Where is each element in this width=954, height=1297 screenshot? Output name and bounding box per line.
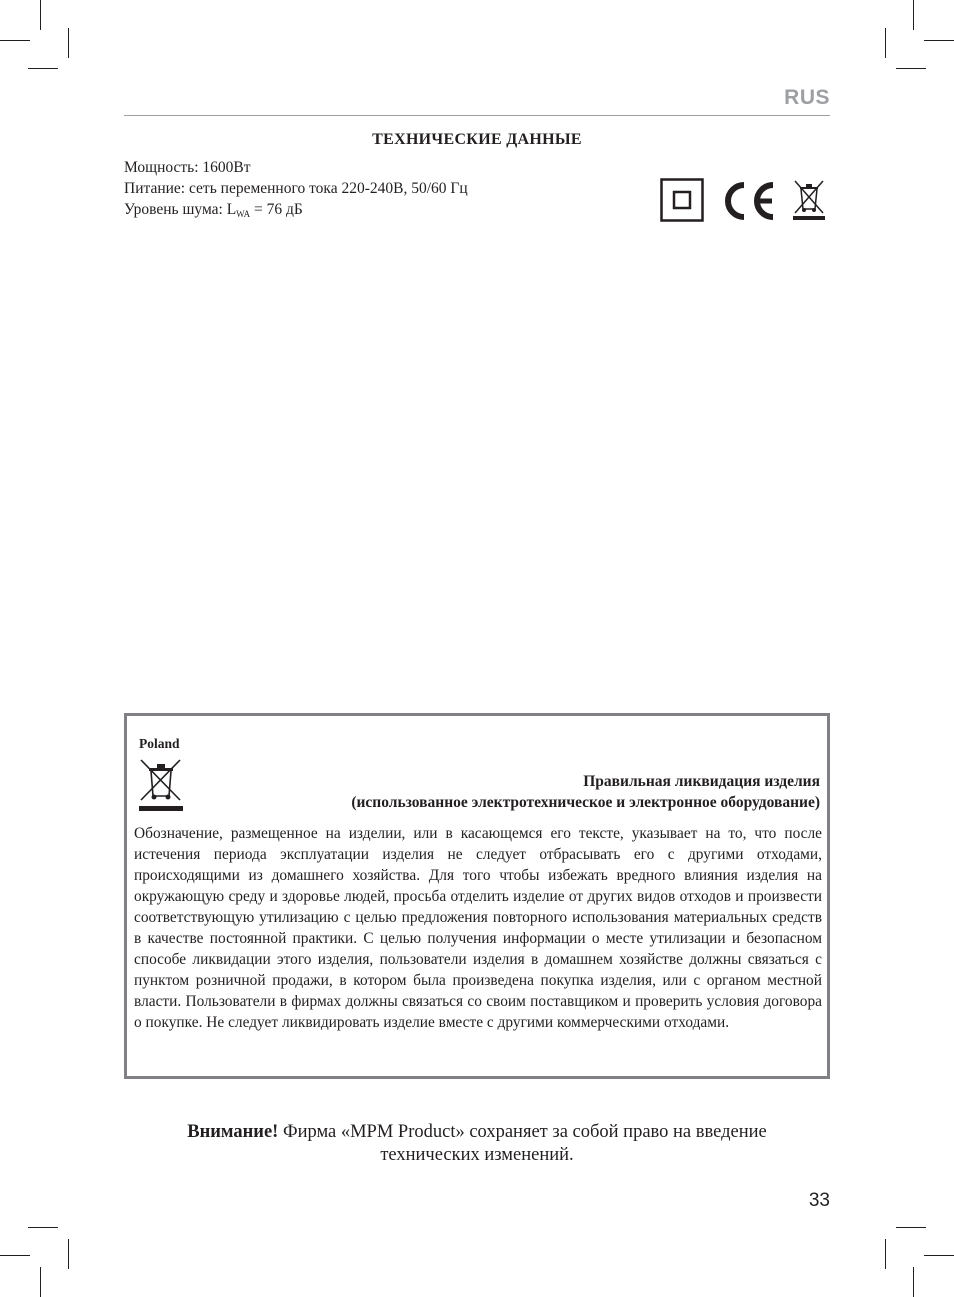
crop-mark xyxy=(28,1227,58,1228)
disposal-title-line2: (использованное электротехническое и электронное оборудование) xyxy=(351,794,820,811)
header-divider xyxy=(124,115,830,116)
disposal-body-text: Обозначение, размещенное на изделии, или в касающемся его тексте, указывает на то, что после истечения периода эксплуатации изделия не следует отбрасывать его с другими отходами, происходящими из домашнего хозяйства. Для того чтобы избежать вредного влияния изделия на окружающую среду и здоровье людей, просьба отделить изделие от других видов отходов и произвести соответствующую утилизацию с целью предложения повторного использования материальных средств в качестве постоянной практики. С целью получения информации о месте утилизации и безопасном способе ликвидации этого изделия, пользователи изделия в домашнем хозяйстве должны связаться с пунктом розничной продажи, в котором была произведена покупка изделия, или с органом местной власти. Пользователи в фирмах должны связаться со своим поставщиком и проверить условия договора о покупке. Не следует ликвидировать изделие вместе с другими коммерческими отходами. xyxy=(134,825,822,1031)
crop-mark xyxy=(28,68,58,69)
crop-mark xyxy=(913,0,914,30)
double-insulation-icon xyxy=(660,178,704,222)
disposal-title xyxy=(351,771,820,813)
ce-mark-icon xyxy=(720,181,778,221)
weee-bin-icon xyxy=(792,178,826,222)
crop-mark xyxy=(896,68,926,69)
crop-mark xyxy=(924,40,954,41)
page-number: 33 xyxy=(808,1190,830,1211)
spec-power: Мощность: 1600Вт xyxy=(124,159,251,176)
language-code: RUS xyxy=(784,86,830,109)
crop-mark xyxy=(913,1267,914,1297)
notice-line1 xyxy=(124,1121,830,1144)
crop-mark xyxy=(40,1267,41,1297)
crop-mark xyxy=(68,1239,69,1269)
certification-marks xyxy=(660,178,830,222)
notice-line2: технических изменений. xyxy=(380,1145,574,1165)
crop-mark xyxy=(885,1239,886,1269)
notice-label: Внимание! xyxy=(187,1122,279,1142)
noise-subscript: WA xyxy=(236,209,251,219)
spec-supply: Питание: сеть переменного тока 220-240В, 50/60 Гц xyxy=(124,180,468,197)
disposal-title-line1: Правильная ликвидация изделия xyxy=(583,773,820,790)
noise-label: Уровень шума: L xyxy=(124,201,237,218)
crop-mark xyxy=(885,28,886,58)
spec-noise xyxy=(124,199,468,225)
weee-bin-icon xyxy=(138,756,184,812)
crop-mark xyxy=(68,28,69,58)
country-label: Poland xyxy=(139,736,180,751)
crop-mark xyxy=(40,0,41,30)
notice-text: Фирма «MPM Product» сохраняет за собой право на введение xyxy=(278,1122,767,1142)
section-heading: ТЕХНИЧЕСКИЕ ДАННЫЕ xyxy=(372,131,582,148)
crop-mark xyxy=(0,40,30,41)
disposal-info-box xyxy=(124,713,830,1079)
crop-mark xyxy=(0,1255,30,1256)
notice xyxy=(124,1121,830,1167)
noise-value: = 76 дБ xyxy=(250,201,303,218)
spec-list xyxy=(124,157,468,225)
crop-mark xyxy=(896,1227,926,1228)
crop-mark xyxy=(924,1255,954,1256)
